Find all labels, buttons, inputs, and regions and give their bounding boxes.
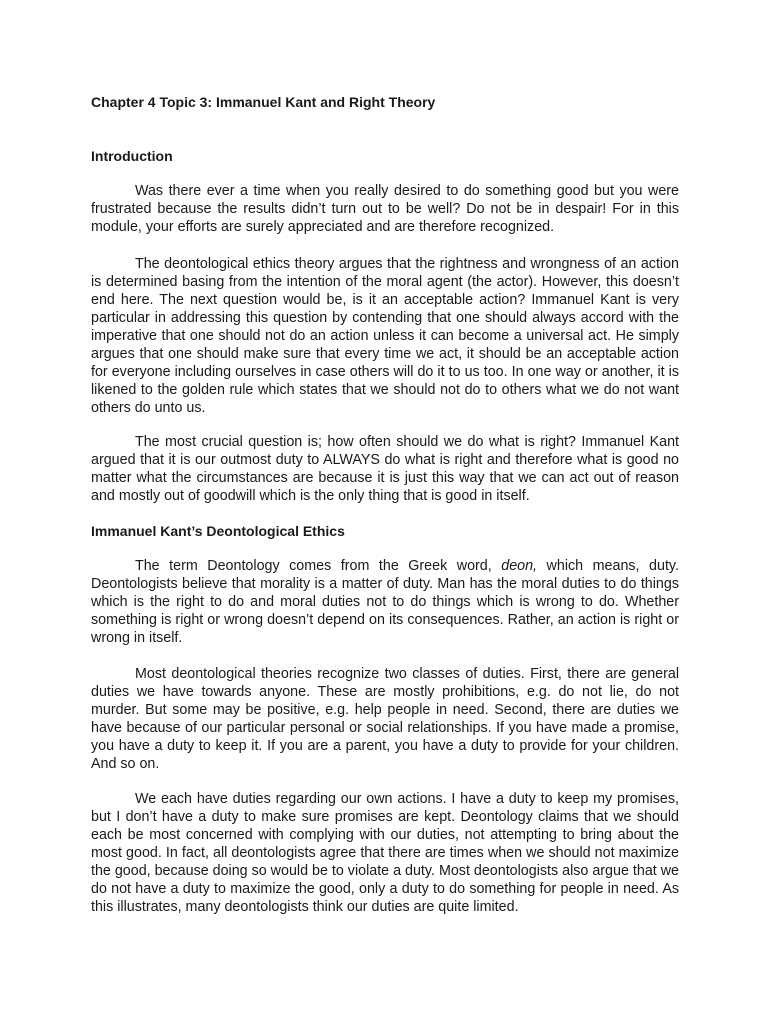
document-title: Chapter 4 Topic 3: Immanuel Kant and Right Theory (91, 94, 436, 110)
intro-paragraph-1: Was there ever a time when you really desired to do something good but you were frustrated because the results didn’t turn out to be well? Do not be in despair! For in this module, your efforts are surely appreciated and are therefore recognized. (91, 183, 679, 235)
section-paragraph-2: Most deontological theories recognize two classes of duties. First, there are general duties we have towards anyone. These are mostly prohibitions, e.g. do not lie, do not murder. But some may be positive, e.g. help people in need. Second, there are duties we have because of our particular personal or social relationships. If you have made a promise, you have a duty to keep it. If you are a parent, you have a duty to provide for your children. And so on. (91, 666, 679, 772)
intro-paragraph-3: The most crucial question is; how often should we do what is right? Immanuel Kant argued that it is our outmost duty to ALWAYS do what is right and therefore what is good no matter what the circumstances are because it is just this way that we can act out of reason and mostly out of goodwill which is the only thing that is good in itself. (91, 434, 679, 504)
intro-paragraph-2: The deontological ethics theory argues that the rightness and wrongness of an action is determined basing from the intention of the moral agent (the actor). However, this doesn’t end here. The next question would be, is it an acceptable action? Immanuel Kant is very particular in addressing this question by contending that one should always accord with the imperative that one should not do an action unless it can become a universal act. He simply argues that one should make sure that every time we act, it should be an acceptable action for everyone including ourselves in case others will do it to us too. In one way or another, it is likened to the golden rule which states that we should not do to others what we do not want others do unto us. (91, 256, 679, 416)
introduction-heading: Introduction (91, 148, 173, 164)
deon-term: deon, (501, 558, 538, 574)
section-heading: Immanuel Kant’s Deontological Ethics (91, 523, 345, 539)
p1-text-before: The term Deontology comes from the Greek word, (135, 558, 502, 574)
section-paragraph-3: We each have duties regarding our own actions. I have a duty to keep my promises, but I don’t have a duty to make sure promises are kept. Deontology claims that we should each be most concerned with complying with our duties, not attempting to bring about the most good. In fact, all deontologists agree that there are times when we should not maximize the good, because doing so would be to violate a duty. Most deontologists also argue that we do not have a duty to maximize the good, only a duty to do something for people in need. As this illustrates, many deontologists think our duties are quite limited. (91, 791, 679, 915)
section-paragraph-1 (91, 557, 679, 647)
p1-text-after: which means, duty. Deontologists believe that morality is a matter of duty. Man has the moral duties to do things which is the right to do and moral duties not to do things which is wrong to do. Whether something is right or wrong doesn’t depend on its consequences. Rather, an action is right or wrong in itself. (91, 558, 679, 646)
